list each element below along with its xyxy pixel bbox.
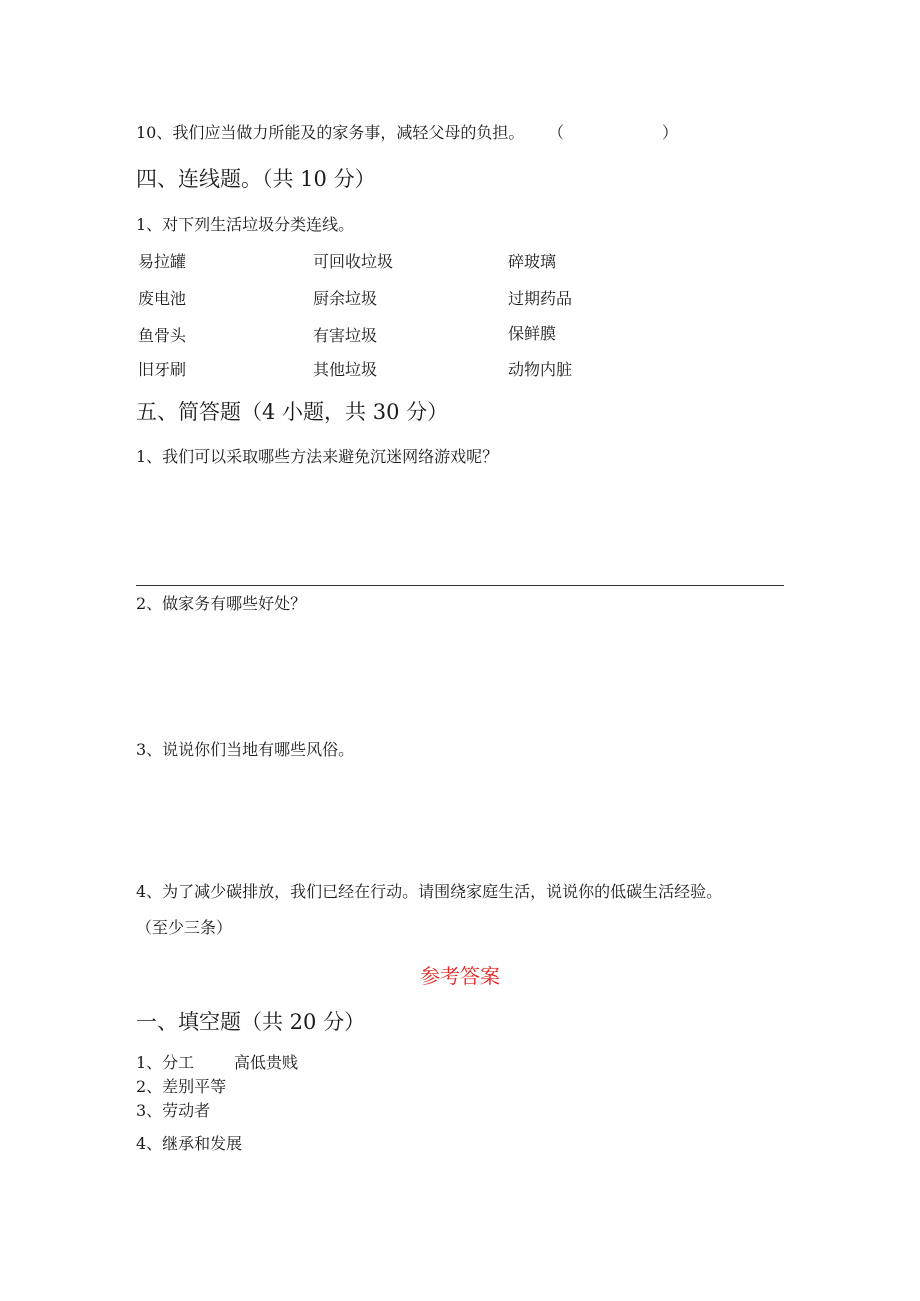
section-5-question-4: 4、为了减少碳排放，我们已经在行动。请围绕家庭生活，说说你的低碳生活经验。: [136, 882, 723, 901]
section-5-heading: 五、简答题（4 小题，共 30 分）: [136, 400, 449, 424]
answer-3: 3、劳动者: [136, 1101, 211, 1120]
item-left-4: 旧牙刷: [138, 360, 187, 379]
section-5-question-1: 1、我们可以采取哪些方法来避免沉迷网络游戏呢？: [136, 447, 499, 466]
item-left-1: 易拉罐: [138, 252, 187, 271]
section-5-question-3: 3、说说你们当地有哪些风俗。: [136, 740, 355, 759]
item-right-2: 过期药品: [508, 289, 573, 308]
answer-paren-close: ）: [662, 123, 679, 142]
item-mid-1: 可回收垃圾: [313, 252, 394, 271]
section-5-question-4-note: （至少三条）: [136, 918, 233, 937]
item-mid-2: 厨余垃圾: [313, 289, 378, 308]
item-right-3: 保鲜膜: [508, 324, 557, 343]
item-left-2: 废电池: [138, 289, 187, 308]
section-4-question-1: 1、对下列生活垃圾分类连线。: [136, 215, 355, 234]
answer-key-title: 参考答案: [420, 964, 500, 988]
answer-2: 2、差别平等: [136, 1077, 227, 1096]
answer-1-second: 高低贵贱: [234, 1053, 299, 1072]
question-10: [136, 120, 524, 143]
section-4-heading: 四、连线题。（共 10 分）: [136, 167, 376, 191]
item-right-4: 动物内脏: [508, 360, 573, 379]
answer-paren-open: （: [548, 123, 565, 142]
answer-1-number: 1、分工: [136, 1053, 195, 1072]
question-10-text: 10、我们应当做力所能及的家务事，减轻父母的负担。: [136, 123, 525, 142]
section-5-question-2: 2、做家务有哪些好处？: [136, 594, 307, 613]
item-left-3: 鱼骨头: [138, 326, 187, 345]
answers-section-1-heading: 一、填空题（共 20 分）: [136, 1010, 366, 1034]
item-mid-3: 有害垃圾: [313, 326, 378, 345]
answer-4: 4、继承和发展: [136, 1134, 243, 1153]
item-right-1: 碎玻璃: [508, 252, 557, 271]
item-mid-4: 其他垃圾: [313, 360, 378, 379]
answer-divider-line: [136, 585, 784, 586]
